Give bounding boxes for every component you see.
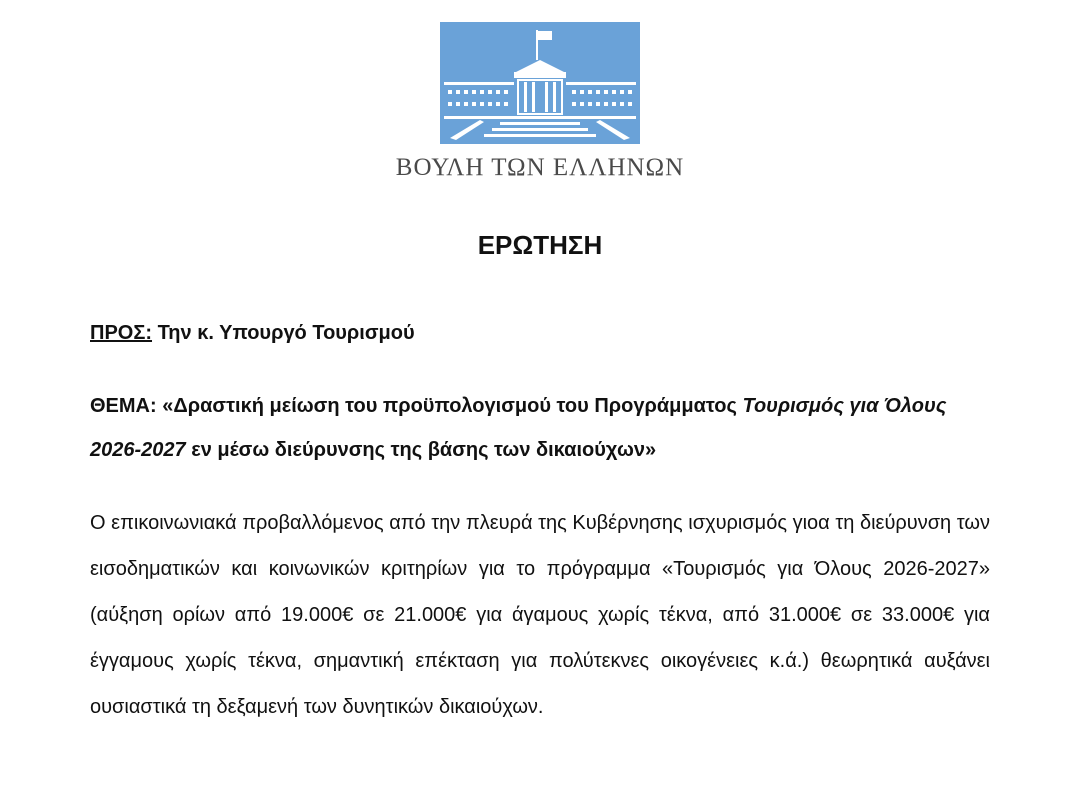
subject-label: ΘΕΜΑ: xyxy=(90,395,157,417)
subject-text-part2: εν μέσω διεύρυνσης της βάσης των δικαιούχων» xyxy=(191,439,657,461)
recipient-line xyxy=(90,322,415,345)
parliament-building-icon xyxy=(440,22,640,144)
subject-text-italic: Τουρισμός για Όλους 2026-2027 xyxy=(90,395,947,461)
subject-text-part1: «Δραστική μείωση του προϋπολογισμού του Προγράμματος xyxy=(162,395,737,417)
body-paragraph: Ο επικοινωνιακά προβαλλόμενος από την πλευρά της Κυβέρνησης ισχυρισμός γιοα τη διεύρυνση των εισοδηματικών και κοινωνικών κριτηρίων για το πρόγραμμα «Τουρισμός για Όλους 2026-2027» (αύξηση ορίων από 19.000€ σε 21.000€ για άγαμους χωρίς τέκνα, από 31.000€ σε 33.000€ για έγγαμους χωρίς τέκνα, σημαντική επέκταση για πολύτεκνες οικογένειες κ.ά.) θεωρητικά αυξάνει ουσιαστικά τη δεξαμενή των δυνητικών δικαιούχων. xyxy=(90,512,990,718)
recipient-label: ΠΡΟΣ: xyxy=(90,322,153,344)
subject-line xyxy=(90,384,990,472)
parliament-logo xyxy=(440,22,640,144)
logo-caption: ΒΟΥΛΗ ΤΩΝ ΕΛΛΗΝΩΝ xyxy=(395,154,685,181)
document-title: ΕΡΩΤΗΣΗ xyxy=(477,230,603,260)
recipient-value: Την κ. Υπουργό Τουρισμού xyxy=(157,322,415,344)
